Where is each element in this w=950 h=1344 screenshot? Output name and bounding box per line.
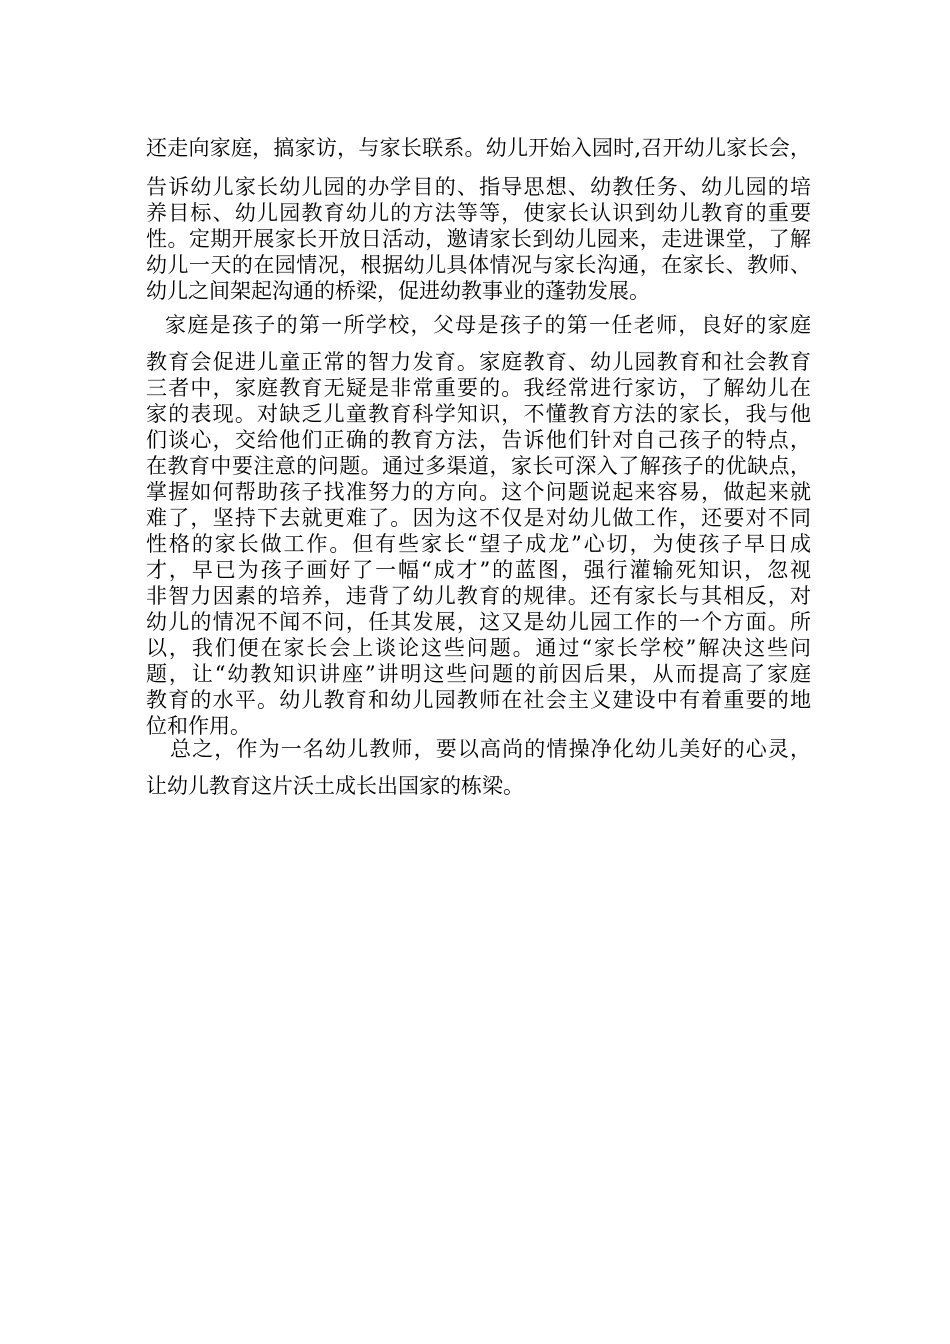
paragraph-2-line: 难了，坚持下去就更难了。因为这不仅是对幼儿做工作，还要对不同 (146, 506, 811, 530)
paragraph-3-line: 让幼儿教育这片沃土成长出国家的栋梁。 (146, 774, 524, 798)
paragraph-1-first-line-block (146, 135, 811, 161)
paragraph-2-first-line: 家庭是孩子的第一所学校，父母是孩子的第一任老师，良好的家庭 (165, 313, 811, 337)
paragraph-1-first-line: 还走向家庭，搞家访，与家长联系。幼儿开始入园时,召开幼儿家长会， (146, 136, 811, 160)
paragraph-2-line: 掌握如何帮助孩子找准努力的方向。这个问题说起来容易，做起来就 (146, 480, 811, 504)
paragraph-2-line: 以，我们便在家长会上谈论这些问题。通过“家长学校”解决这些问 (146, 636, 811, 660)
paragraph-2-line: 幼儿的情况不闻不问，任其发展，这又是幼儿园工作的一个方面。所 (146, 610, 811, 634)
paragraph-2-line: 教育会促进儿童正常的智力发育。家庭教育、幼儿园教育和社会教育 (146, 350, 811, 374)
paragraph-3-first-line: 总之，作为一名幼儿教师，要以高尚的情操净化幼儿美好的心灵， (170, 737, 811, 761)
paragraph-2-line: 教育的水平。幼儿教育和幼儿园教师在社会主义建设中有着重要的地 (146, 688, 811, 712)
paragraph-1-line: 养目标、幼儿园教育幼儿的方法等等，使家长认识到幼儿教育的重要 (146, 201, 811, 225)
paragraph-2-line: 性格的家长做工作。但有些家长“望子成龙”心切，为使孩子早日成 (146, 532, 811, 556)
paragraph-1-line: 幼儿一天的在园情况，根据幼儿具体情况与家长沟通，在家长、教师、 (146, 253, 811, 277)
paragraph-2-line: 家的表现。对缺乏儿童教育科学知识，不懂教育方法的家长，我与他 (146, 402, 811, 426)
paragraph-2-line: 在教育中要注意的问题。通过多渠道，家长可深入了解孩子的优缺点， (146, 454, 811, 478)
paragraph-2-first-line-block (165, 312, 811, 338)
paragraph-2-line: 非智力因素的培养，违背了幼儿教育的规律。还有家长与其相反，对 (146, 584, 811, 608)
paragraph-2-body (146, 349, 811, 739)
paragraph-2-line: 题，让“幼教知识讲座”讲明这些问题的前因后果，从而提高了家庭 (146, 662, 811, 686)
paragraph-1-body (146, 174, 811, 304)
paragraph-3-first-line-block (170, 736, 811, 762)
paragraph-1-line: 幼儿之间架起沟通的桥梁，促进幼教事业的蓬勃发展。 (146, 279, 650, 303)
paragraph-2-line: 三者中，家庭教育无疑是非常重要的。我经常进行家访，了解幼儿在 (146, 376, 811, 400)
paragraph-2-line: 才，早已为孩子画好了一幅“成才”的蓝图，强行灌输死知识，忽视 (146, 558, 811, 582)
paragraph-1-line: 告诉幼儿家长幼儿园的办学目的、指导思想、幼教任务、幼儿园的培 (146, 175, 811, 199)
paragraph-2-line: 位和作用。 (146, 714, 251, 738)
paragraph-3-body (146, 773, 811, 799)
paragraph-2-line: 们谈心，交给他们正确的教育方法，告诉他们针对自己孩子的特点， (146, 428, 811, 452)
paragraph-1-line: 性。定期开展家长开放日活动，邀请家长到幼儿园来，走进课堂，了解 (146, 227, 811, 251)
